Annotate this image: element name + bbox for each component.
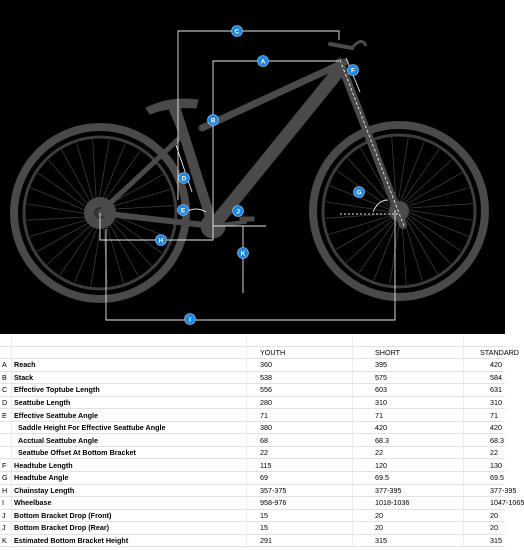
marker-h [156, 235, 167, 246]
value-standard: 68.3 [464, 434, 506, 447]
row-label: Estimated Bottom Bracket Height [12, 534, 247, 547]
value-short: 315 [353, 534, 464, 547]
value-youth: 360 [247, 359, 353, 372]
row-key: K [0, 534, 12, 547]
value-short: 1018-1036 [353, 497, 464, 510]
marker-letter: J [236, 208, 240, 216]
marker-letter: A [260, 58, 266, 66]
handlebar-stem [330, 44, 352, 48]
value-youth: 71 [247, 409, 353, 422]
row-label: Seattube Offset At Bottom Bracket [12, 446, 247, 459]
chainstay [100, 213, 213, 226]
value-short: 120 [353, 459, 464, 472]
value-short: 71 [353, 409, 464, 422]
row-key [0, 334, 12, 346]
marker-letter: B [210, 117, 216, 125]
value-standard: 69.5 [464, 472, 506, 485]
table-row [0, 396, 505, 409]
row-key: I [0, 497, 12, 510]
row-label: Effective Seattube Angle [12, 409, 247, 422]
value-youth: 291 [247, 534, 353, 547]
value-youth: 380 [247, 421, 353, 434]
value-short: 395 [353, 359, 464, 372]
table-row [0, 459, 505, 472]
value-youth: 68 [247, 434, 353, 447]
value-youth: YOUTH [247, 346, 353, 359]
value-short: SHORT [353, 346, 464, 359]
marker-letter: K [240, 250, 246, 258]
value-youth [247, 334, 353, 346]
value-standard: 420 [464, 421, 506, 434]
row-label: Chainstay Length [12, 484, 247, 497]
spoke [76, 143, 95, 207]
value-standard: STANDARD [464, 346, 506, 359]
marker-letter: F [351, 67, 355, 75]
row-key: D [0, 396, 12, 409]
spoke [61, 150, 93, 208]
table-row [0, 409, 505, 422]
spoke [404, 204, 472, 209]
value-youth: 15 [247, 509, 353, 522]
row-label: Wheelbase [12, 497, 247, 510]
row-label: Seattube Length [12, 396, 247, 409]
geometry-table [0, 334, 524, 547]
row-label: Reach [12, 359, 247, 372]
value-short: 575 [353, 371, 464, 384]
row-label: Stack [12, 371, 247, 384]
spoke [93, 139, 97, 205]
value-standard: 71 [464, 409, 506, 422]
row-key [0, 346, 12, 359]
row-label [12, 334, 247, 346]
marker-c [232, 26, 243, 37]
value-youth: 280 [247, 396, 353, 409]
value-standard: 22 [464, 446, 506, 459]
value-youth: 115 [247, 459, 353, 472]
value-short: 69.5 [353, 472, 464, 485]
spoke [105, 219, 124, 283]
row-key: G [0, 472, 12, 485]
marker-letter: C [234, 28, 240, 36]
value-standard: 631 [464, 384, 506, 397]
value-short: 377-395 [353, 484, 464, 497]
table-row [0, 472, 505, 485]
value-standard: 130 [464, 459, 506, 472]
value-youth: 22 [247, 446, 353, 459]
value-standard: 584 [464, 371, 506, 384]
spoke [30, 218, 94, 237]
table-row [0, 522, 505, 535]
row-key: E [0, 409, 12, 422]
spoke [107, 206, 173, 210]
marker-d [179, 173, 190, 184]
table-row [0, 421, 505, 434]
spoke [325, 214, 393, 219]
value-standard [464, 334, 506, 346]
marker-letter: D [181, 175, 187, 183]
table-row [0, 359, 505, 372]
value-standard: 1047-1065 [464, 497, 506, 510]
marker-a [258, 56, 269, 67]
value-standard: 310 [464, 396, 506, 409]
table-header-row [0, 346, 505, 359]
spoke [106, 218, 138, 276]
row-key: J [0, 509, 12, 522]
row-key: F [0, 459, 12, 472]
row-label: Headtube Angle [12, 472, 247, 485]
row-label: Saddle Height For Effective Seattube Angle [12, 421, 247, 434]
table-row [0, 384, 505, 397]
table-row [0, 446, 505, 459]
marker-b [208, 115, 219, 126]
row-label: Acctual Seattube Angle [12, 434, 247, 447]
table-row [0, 334, 505, 346]
row-label: Effective Toptube Length [12, 384, 247, 397]
table-row [0, 484, 505, 497]
value-standard: 20 [464, 509, 506, 522]
value-short: 22 [353, 446, 464, 459]
marker-e [178, 205, 189, 216]
row-label: Bottom Bracket Drop (Front) [12, 509, 247, 522]
table-row [0, 534, 505, 547]
marker-letter: H [158, 237, 164, 245]
value-youth: 69 [247, 472, 353, 485]
handlebar [352, 41, 366, 48]
value-standard: 20 [464, 522, 506, 535]
value-youth: 15 [247, 522, 353, 535]
value-short: 20 [353, 522, 464, 535]
row-label [12, 346, 247, 359]
row-key: A [0, 359, 12, 372]
value-youth: 357-375 [247, 484, 353, 497]
marker-g [354, 187, 365, 198]
line-wheelbase [106, 210, 395, 320]
table-row [0, 371, 505, 384]
value-youth: 556 [247, 384, 353, 397]
spoke [26, 216, 92, 220]
value-standard: 315 [464, 534, 506, 547]
table-row [0, 434, 505, 447]
row-key [0, 434, 12, 447]
row-key: J [0, 522, 12, 535]
value-short [353, 334, 464, 346]
row-key: B [0, 371, 12, 384]
marker-f [348, 65, 359, 76]
table-row [0, 497, 505, 510]
value-youth: 958-976 [247, 497, 353, 510]
row-key: C [0, 384, 12, 397]
value-youth: 538 [247, 371, 353, 384]
value-short: 603 [353, 384, 464, 397]
value-short: 420 [353, 421, 464, 434]
marker-letter: I [189, 316, 191, 324]
spoke [37, 219, 95, 251]
row-label: Bottom Bracket Drop (Rear) [12, 522, 247, 535]
marker-letter: G [356, 189, 362, 197]
spoke [103, 220, 107, 286]
value-short: 20 [353, 509, 464, 522]
value-standard: 377-395 [464, 484, 506, 497]
marker-k [238, 248, 249, 259]
row-key [0, 421, 12, 434]
row-key [0, 446, 12, 459]
row-label: Headtube Length [12, 459, 247, 472]
marker-i [185, 314, 196, 325]
value-short: 310 [353, 396, 464, 409]
row-key: H [0, 484, 12, 497]
table-row [0, 509, 505, 522]
value-standard: 420 [464, 359, 506, 372]
pedal [240, 217, 254, 221]
marker-j [233, 206, 244, 217]
marker-letter: E [180, 207, 186, 215]
value-short: 68.3 [353, 434, 464, 447]
geometry-table-body [0, 334, 524, 547]
